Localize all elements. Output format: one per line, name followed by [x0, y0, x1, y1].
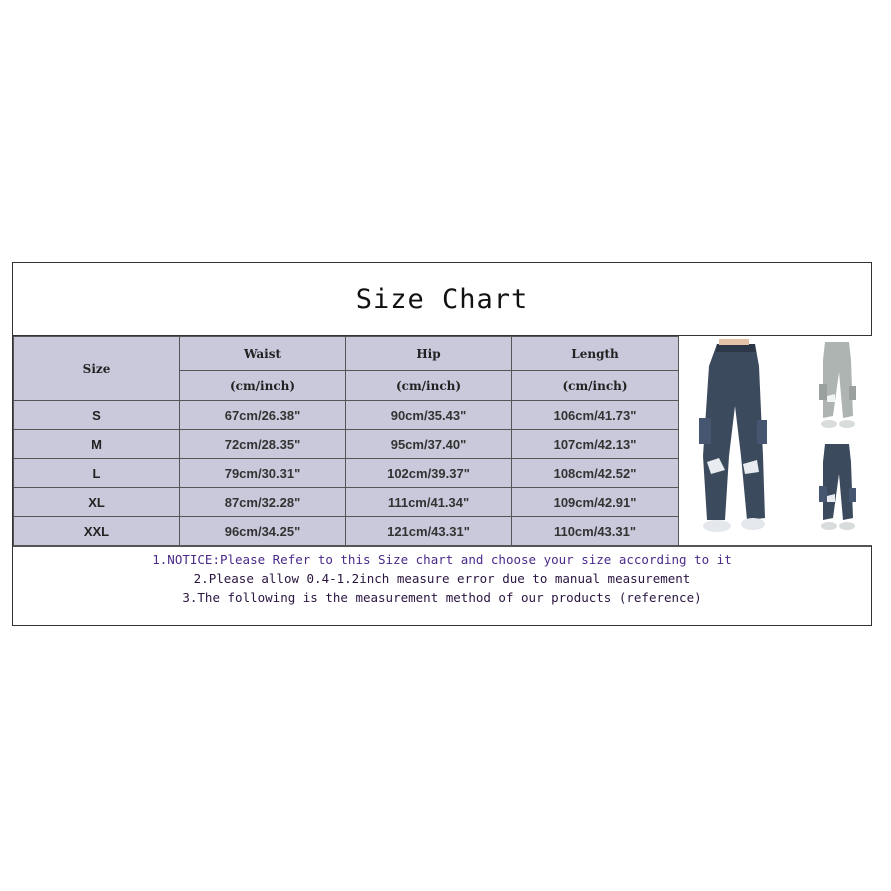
hip-header: Hip	[346, 337, 512, 371]
length-cell: 107cm/42.13"	[512, 430, 679, 459]
size-table	[13, 336, 679, 546]
waist-cell: 96cm/34.25"	[180, 517, 346, 546]
length-header: Length	[512, 337, 679, 371]
notes-section	[13, 546, 871, 626]
length-unit: (cm/inch)	[512, 371, 679, 401]
chart-title: Size Chart	[13, 263, 871, 336]
size-cell: XL	[14, 488, 180, 517]
table-row	[14, 459, 679, 488]
length-cell: 110cm/43.31"	[512, 517, 679, 546]
hip-cell: 121cm/43.31"	[346, 517, 512, 546]
jeans-illustration	[679, 336, 871, 544]
hip-unit: (cm/inch)	[346, 371, 512, 401]
hip-cell: 102cm/39.37"	[346, 459, 512, 488]
size-cell: S	[14, 401, 180, 430]
dark-jeans-figure	[699, 339, 767, 532]
size-cell: M	[14, 430, 180, 459]
table-row	[14, 488, 679, 517]
length-cell: 109cm/42.91"	[512, 488, 679, 517]
length-cell: 108cm/42.52"	[512, 459, 679, 488]
waist-cell: 87cm/32.28"	[180, 488, 346, 517]
size-cell: XXL	[14, 517, 180, 546]
length-cell: 106cm/41.73"	[512, 401, 679, 430]
hip-cell: 95cm/37.40"	[346, 430, 512, 459]
table-row	[14, 430, 679, 459]
size-cell: L	[14, 459, 180, 488]
waist-cell: 79cm/30.31"	[180, 459, 346, 488]
light-jeans-figure	[819, 342, 856, 428]
small-dark-jeans-figure	[819, 444, 856, 530]
waist-unit: (cm/inch)	[180, 371, 346, 401]
size-chart	[12, 262, 872, 626]
waist-cell: 72cm/28.35"	[180, 430, 346, 459]
size-header: Size	[14, 337, 180, 401]
hip-cell: 111cm/41.34"	[346, 488, 512, 517]
note-line: 3.The following is the measurement method of our products (reference)	[182, 590, 702, 605]
note-line: 2.Please allow 0.4-1.2inch measure error due to manual measurement	[193, 571, 691, 586]
waist-header: Waist	[180, 337, 346, 371]
jeans-product-photo	[678, 336, 872, 546]
table-row	[14, 401, 679, 430]
waist-cell: 67cm/26.38"	[180, 401, 346, 430]
note-line: 1.NOTICE:Please Refer to this Size chart and choose your size according to it	[152, 552, 732, 567]
hip-cell: 90cm/35.43"	[346, 401, 512, 430]
table-row	[14, 517, 679, 546]
